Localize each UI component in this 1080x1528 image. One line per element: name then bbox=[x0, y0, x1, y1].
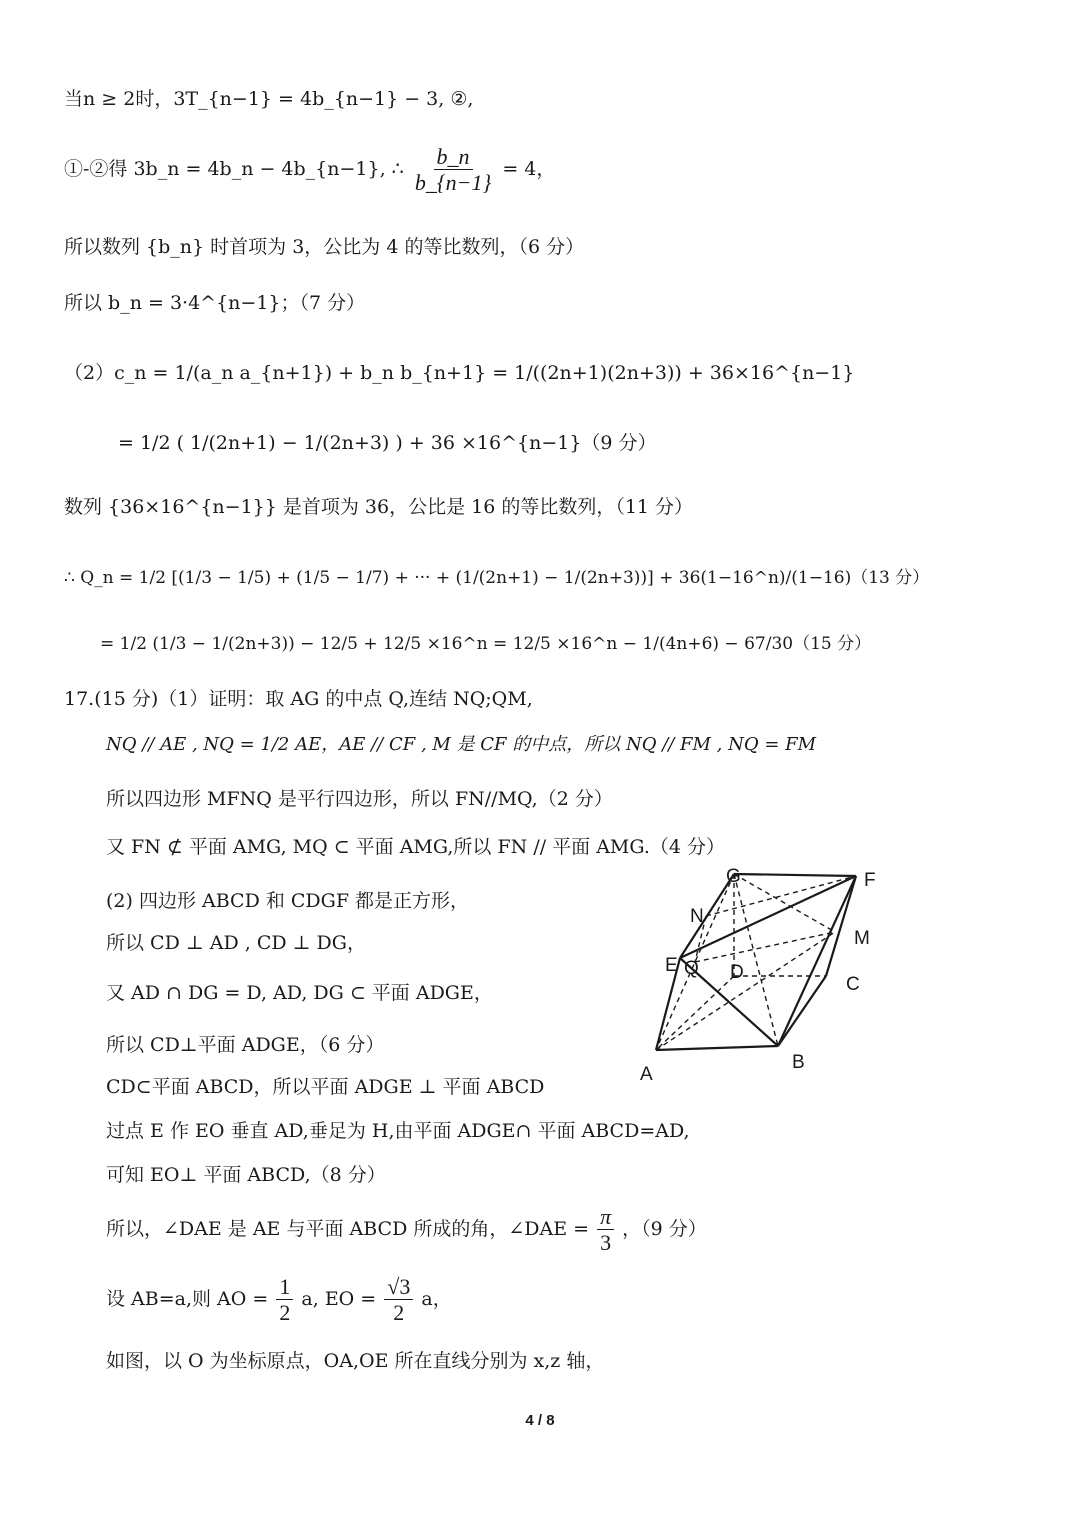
text-l19: 过点 E 作 EO 垂直 AD,垂足为 H,由平面 ADGE∩ 平面 ABCD=AD, bbox=[106, 1120, 690, 1142]
line-23 bbox=[106, 1350, 604, 1373]
text-l10: 17.(15 分)（1）证明：取 AG 的中点 Q,连结 NQ;QM, bbox=[64, 688, 533, 710]
line-3 bbox=[64, 236, 584, 259]
fraction-sqrt3-over-2 bbox=[384, 1274, 413, 1326]
text-l17: 所以 CD⊥平面 ADGE，（6 分） bbox=[106, 1034, 385, 1056]
label-Q: Q bbox=[684, 958, 699, 979]
fraction-denominator: 2 bbox=[393, 1300, 405, 1326]
text-l21-post: ，（9 分） bbox=[622, 1217, 707, 1240]
line-15 bbox=[106, 932, 366, 955]
text-l7: 数列 {36×16^{n−1}} 是首项为 36，公比是 16 的等比数列，（11 分） bbox=[64, 496, 694, 518]
text-l11: NQ // AE , NQ = 1/2 AE，AE // CF , M 是 CF 的中点，所以 NQ // FM , NQ = FM bbox=[106, 734, 817, 755]
text-l2-post: = 4， bbox=[502, 157, 556, 180]
line-22 bbox=[106, 1274, 452, 1326]
text-l13: 又 FN ⊄ 平面 AMG, MQ ⊂ 平面 AMG,所以 FN // 平面 AMG.（4 分） bbox=[106, 836, 726, 858]
line-18 bbox=[106, 1076, 544, 1099]
text-l5: （2）c_n = 1/(a_n a_{n+1}) + b_n b_{n+1} = 1/((2n+1)(2n+3)) + 36×16^{n−1} bbox=[64, 362, 855, 384]
fraction-denominator: 3 bbox=[600, 1230, 612, 1256]
edge-GM bbox=[734, 874, 835, 932]
fraction-numerator: b_n bbox=[434, 144, 473, 170]
text-l23: 如图，以 O 为坐标原点，OA,OE 所在直线分别为 x,z 轴， bbox=[106, 1350, 605, 1372]
line-16 bbox=[106, 982, 493, 1005]
edge-DA bbox=[656, 976, 734, 1050]
edge-GB bbox=[734, 874, 778, 1046]
line-10 bbox=[64, 688, 533, 711]
line-6 bbox=[118, 432, 657, 455]
text-l21-pre: 所以，∠DAE 是 AE 与平面 ABCD 所成的角，∠DAE = bbox=[106, 1217, 590, 1240]
text-l4: 所以 b_n = 3·4^{n−1}；（7 分） bbox=[64, 292, 366, 314]
text-l1: 当n ≥ 2时，3T_{n−1} = 4b_{n−1} − 3, ②, bbox=[64, 88, 474, 110]
label-M: M bbox=[854, 928, 870, 949]
label-E: E bbox=[665, 955, 678, 976]
label-N: N bbox=[690, 906, 704, 927]
geometry-figure bbox=[630, 858, 910, 1098]
text-l9: = 1/2 (1/3 − 1/(2n+3)) − 12/5 + 12/5 ×16^n = 12/5 ×16^n − 1/(4n+6) − 67/30（15 分） bbox=[100, 634, 872, 654]
edge-FB bbox=[778, 876, 856, 1046]
text-l8: ∴ Q_n = 1/2 [(1/3 − 1/5) + (1/5 − 1/7) + ··· + (1/(2n+1) − 1/(2n+3))] + 36(1−16^n)/(1−16)（13 分） bbox=[64, 568, 930, 588]
line-14 bbox=[106, 890, 469, 913]
edge-QM bbox=[695, 932, 835, 962]
text-l18: CD⊂平面 ABCD，所以平面 ADGE ⊥ 平面 ABCD bbox=[106, 1076, 545, 1098]
text-l16: 又 AD ∩ DG = D, AD, DG ⊂ 平面 ADGE， bbox=[106, 982, 493, 1004]
text-l22-post: a， bbox=[421, 1287, 452, 1310]
edge-GF bbox=[734, 874, 856, 876]
line-19 bbox=[106, 1120, 690, 1143]
label-D: D bbox=[730, 962, 744, 983]
line-21 bbox=[106, 1204, 707, 1256]
edge-AB bbox=[656, 1046, 778, 1050]
line-12 bbox=[106, 788, 613, 811]
line-13 bbox=[106, 836, 725, 859]
text-l20: 可知 EO⊥ 平面 ABCD,（8 分） bbox=[106, 1164, 386, 1186]
line-4 bbox=[64, 292, 365, 315]
text-l15: 所以 CD ⊥ AD , CD ⊥ DG， bbox=[106, 932, 366, 954]
text-l12: 所以四边形 MFNQ 是平行四边形，所以 FN//MQ,（2 分） bbox=[106, 788, 613, 810]
line-11 bbox=[106, 734, 816, 756]
label-A: A bbox=[640, 1064, 653, 1085]
line-2 bbox=[64, 144, 555, 196]
label-G: G bbox=[726, 866, 741, 887]
fraction-one-half bbox=[276, 1274, 293, 1326]
fraction-denominator: 2 bbox=[279, 1300, 291, 1326]
fraction-numerator: √3 bbox=[384, 1274, 413, 1300]
page-number: 4 / 8 bbox=[525, 1412, 555, 1429]
text-l22-pre: 设 AB=a,则 AO = bbox=[106, 1287, 269, 1310]
fraction-numerator: π bbox=[597, 1204, 614, 1230]
fraction-denominator: b_{n−1} bbox=[414, 170, 492, 196]
text-l2-pre: ①-②得 3b_n = 4b_n − 4b_{n−1}, ∴ bbox=[64, 157, 404, 180]
text-l14: (2) 四边形 ABCD 和 CDGF 都是正方形， bbox=[106, 890, 470, 912]
label-F: F bbox=[864, 870, 876, 891]
fraction-bn-over-bn-1 bbox=[412, 144, 494, 196]
text-l22-mid: a, EO = bbox=[301, 1287, 377, 1310]
fraction-pi-over-3 bbox=[597, 1204, 614, 1256]
line-7 bbox=[64, 496, 693, 519]
label-C: C bbox=[846, 974, 860, 995]
text-l3: 所以数列 {b_n} 时首项为 3，公比为 4 的等比数列，（6 分） bbox=[64, 236, 585, 258]
text-l6: = 1/2 ( 1/(2n+1) − 1/(2n+3) ) + 36 ×16^{n−1}（9 分） bbox=[118, 432, 657, 454]
fraction-numerator: 1 bbox=[276, 1274, 293, 1300]
line-5 bbox=[64, 362, 854, 385]
edge-CB bbox=[778, 976, 826, 1046]
line-8 bbox=[64, 568, 929, 588]
line-1 bbox=[64, 88, 473, 111]
line-20 bbox=[106, 1164, 386, 1187]
line-9 bbox=[100, 634, 871, 654]
label-B: B bbox=[792, 1052, 805, 1073]
line-17 bbox=[106, 1034, 384, 1057]
edge-FC bbox=[826, 876, 856, 976]
